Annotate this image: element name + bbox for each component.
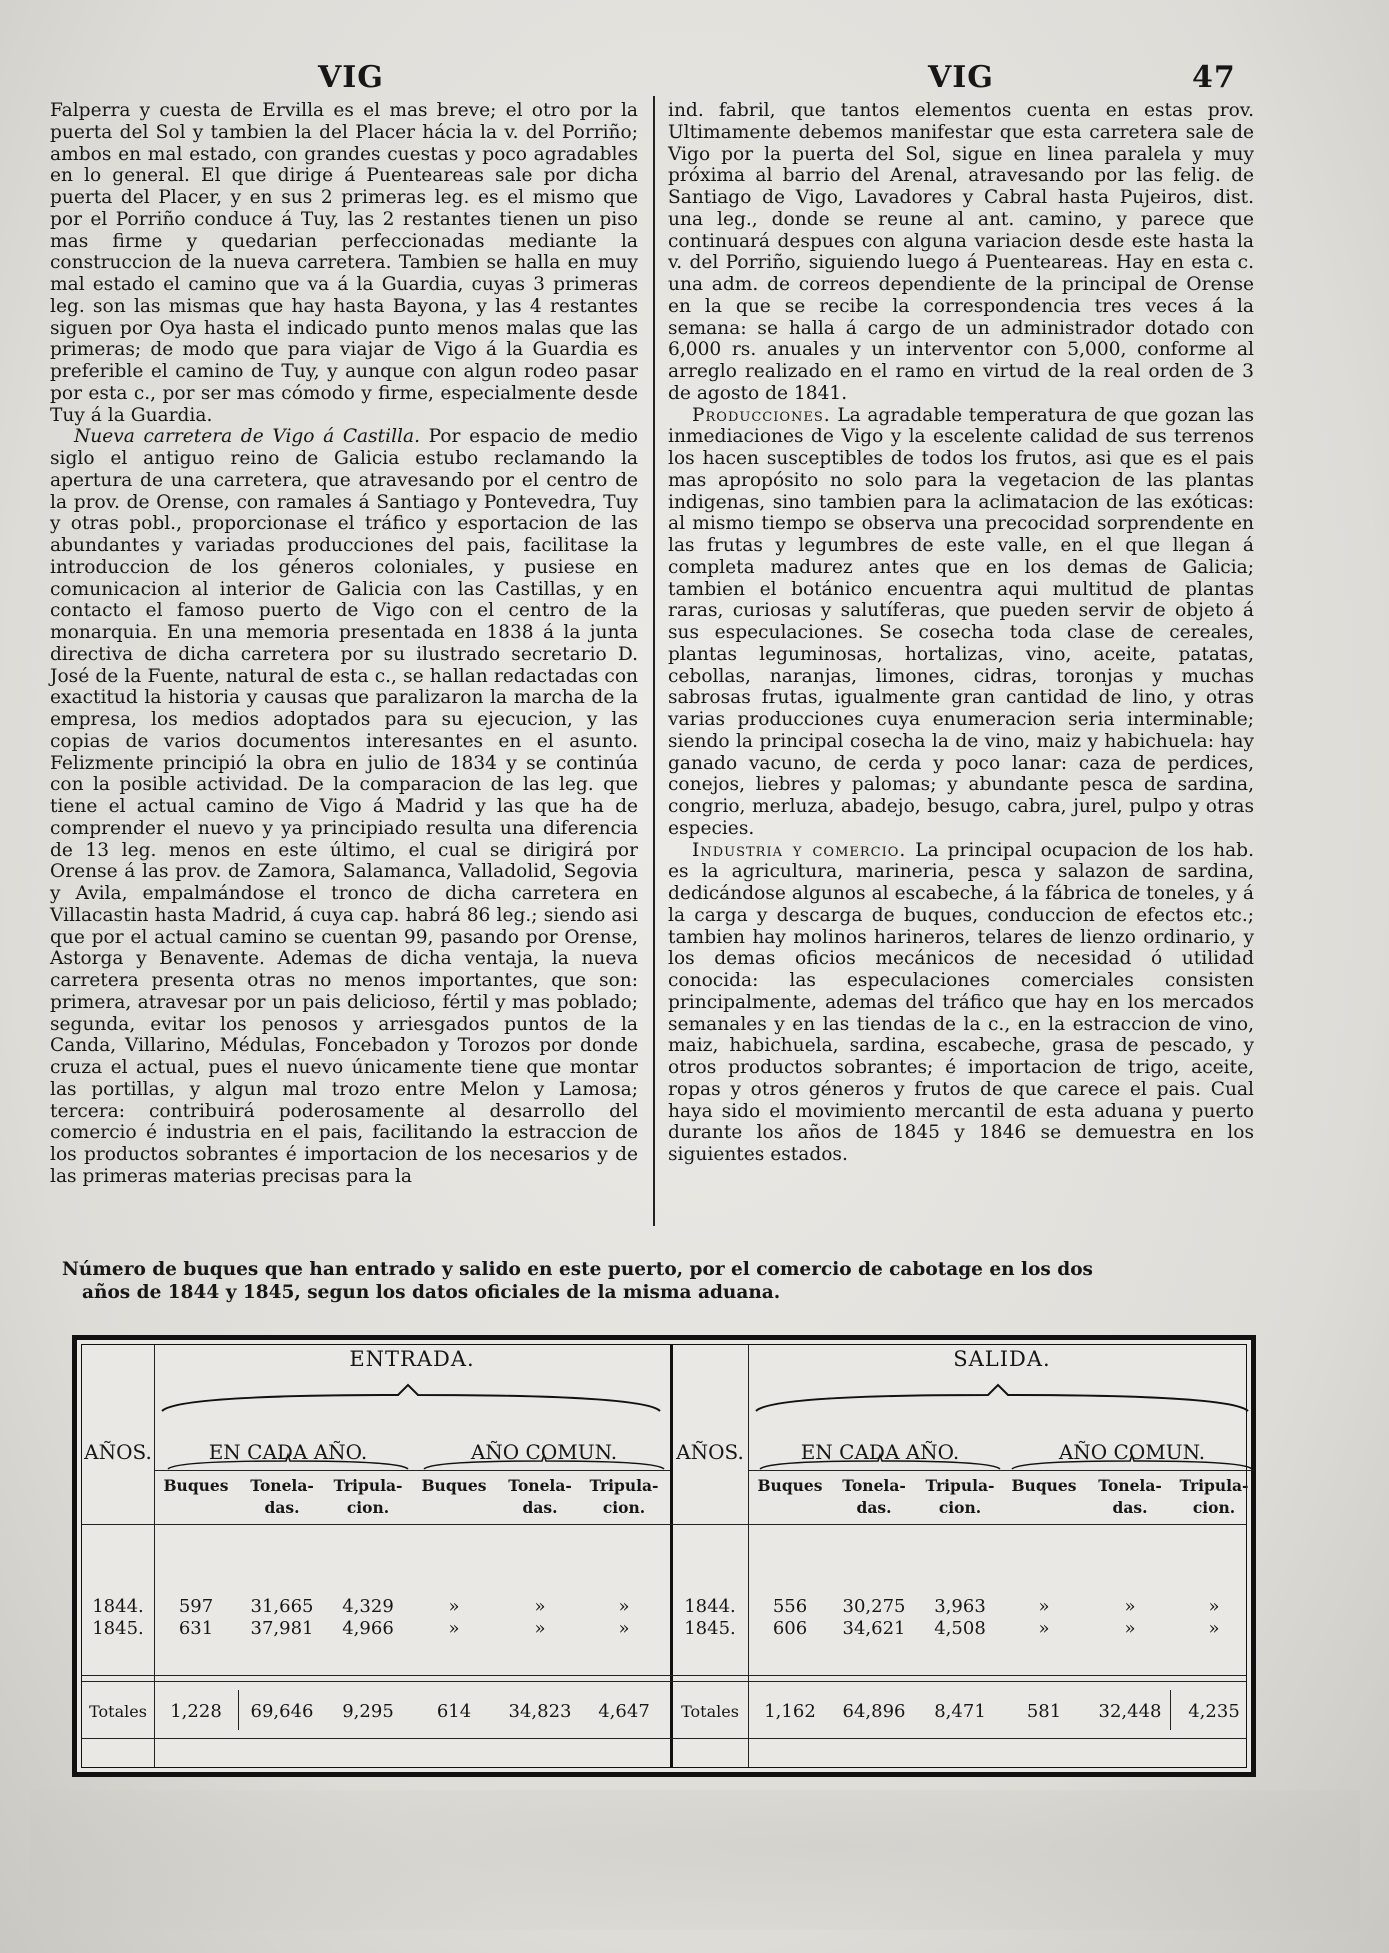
cell-value: 30,275	[842, 1596, 906, 1617]
cell-value: »	[1208, 1618, 1220, 1639]
cell-value: 606	[772, 1618, 808, 1639]
total-value: 581	[1026, 1701, 1062, 1722]
col-header-toneladas: Tonela-das.	[842, 1476, 906, 1517]
ano-comun-left: AÑO COMUN.	[470, 1440, 618, 1464]
paragraph-new-road-text: Por espacio de medio siglo el antiguo reino de Galicia estubo reclamando la apertura de una carretera, que atravesando por el centro de la prov. de Orense, con ramales á Santiago y Pontevedra, Tuy y otras pobl., proporcionase el tráfico y esportacion de las abundantes y variadas producciones del pais, facilitase la introduccion de los géneros coloniales, y pusiese en comunicacion al interior de Galicia con las Castillas, y en contacto el famoso puerto de Vigo con el centro de la monarquia. En una memoria presentada en 1838 á la junta directiva de dicha carretera por su ilustrado secretario D. José de la Fuente, natural de esta c., se hallan redactadas con exactitud la historia y causas que paralizaron la marcha de la empresa, los medios adoptados para su ejecucion, y las copias de varios documentos interesantes en el asunto. Felizmente principió la obra en julio de 1834 y se continúa con la posible actividad. De la comparacion de las leg. que tiene el actual camino de Vigo á Madrid y las que ha de comprender el nuevo y ya principiado resulta una diferencia de 13 leg. menos en este último, el cual se dirigirá por Orense á las prov. de Zamora, Salamanca, Valladolid, Segovia y Avila, empalmándose el tronco de dicha carretera en Villacastin hasta Madrid, á cuya cap. habrá 86 leg.; siendo asi que por el actual camino se cuentan 99, pasando por Orense, Astorga y Benavente. Ademas de dicha ventaja, la nueva carretera presenta otras no menos importantes, que son: primera, atravesar por un pais delicioso, fértil y mas poblado; segunda, evitar los penosos y arriesgados puntos de la Canda, Villarino, Médulas, Foncebadon y Torozos por donde cruza el actual, pues el nuevo únicamente tiene que montar las portillas, y algun mal trozo entre Melon y Lamosa; tercera: contribuirá poderosamente al desarrollo del comercio é industria en el pais, facilitando la estraccion de los productos sobrantes é importacion de los necesarios y de las primeras materias precisas para la	[50, 426, 638, 1187]
cell-value: »	[1038, 1596, 1050, 1617]
col-header-buques: Buques	[1011, 1476, 1077, 1495]
total-value: 8,471	[934, 1701, 986, 1722]
row-year: 1844.	[92, 1596, 144, 1617]
en-cada-ano-left: EN CADA AÑO.	[208, 1440, 368, 1464]
table-hline	[82, 1738, 1246, 1739]
cell-value: 37,981	[250, 1618, 314, 1639]
cell-value: »	[448, 1596, 460, 1617]
table-caption-line-1: Número de buques que han entrado y salido en este puerto, por el comercio de cabotage en los dos	[62, 1259, 1093, 1280]
total-value: 4,647	[598, 1701, 650, 1722]
right-column	[668, 100, 1254, 1166]
total-value: 32,448	[1098, 1701, 1162, 1722]
col-header-toneladas: Tonela-das.	[508, 1476, 572, 1517]
page-number: 47	[1192, 60, 1236, 95]
total-value: 9,295	[342, 1701, 394, 1722]
cell-value: 4,508	[934, 1618, 986, 1639]
totals-rule	[1170, 1690, 1171, 1730]
paragraph-industry-text: La principal ocupacion de los hab. es la agricultura, marineria, pesca y salazon de sardina, dedicándose algunos al escabeche, á la fábrica de toneles, y á la carga y descarga de buques, conduccion de efectos etc.; tambien hay molinos harineros, telares de lienzo ordinario, y los demas oficios mecánicos de necesidad ó utilidad conocida: las especulaciones comerciales consisten principalmente, ademas del tráfico que hay en los mercados semanales y en las tiendas de la c., en la estraccion de vino, maiz, habichuela, sardina, escabeche, grasa de pescado, y otros productos sobrantes; é importacion de trigo, aceite, ropas y otros géneros y frutos de que carece el pais. Cual haya sido el movimiento mercantil de esta aduana y puerto durante los años de 1845 y 1846 se demuestra en los siguientes estados.	[668, 839, 1254, 1165]
col-header-buques: Buques	[757, 1476, 823, 1495]
row-year: 1844.	[684, 1596, 736, 1617]
left-column	[50, 100, 638, 1188]
col-header-tripulacion: Tripula-cion.	[1179, 1476, 1249, 1517]
anos-header-right: AÑOS.	[676, 1440, 744, 1464]
anos-header-left: AÑOS.	[84, 1440, 152, 1464]
totals-label: Totales	[89, 1702, 147, 1721]
total-value: 69,646	[250, 1701, 314, 1722]
paragraph-continuation: ind. fabril, que tantos elementos cuenta en estas prov. Ultimamente debemos manifestar que esta carretera sale de Vigo por la puerta del Sol, sigue en linea paralela y muy próxima al barrio del Arenal, atravesando por las felig. de Santiago de Vigo, Lavadores y Cabral hasta Pujeiros, dist. una leg., donde se reune al ant. camino, y parece que continuará despues con alguna variacion desde este hasta la v. del Porriño, siguiendo luego á Puenteareas. Hay en esta c. una adm. de correos dependiente de la principal de Orense en la que se recibe la correspondencia tres veces á la semana: se halla á cargo de un administrador dotado con 6,000 rs. anuales y un interventor con 5,000, conforme al arreglo realizado en el ramo en virtud de la real orden de 3 de agosto de 1841.	[668, 100, 1254, 404]
table-caption	[62, 1258, 1258, 1304]
col-header-toneladas: Tonela-das.	[250, 1476, 314, 1517]
total-value: 4,235	[1188, 1701, 1240, 1722]
cell-value: 631	[178, 1618, 214, 1639]
paragraph-roads: Falperra y cuesta de Ervilla es el mas breve; el otro por la puerta del Sol y tambien la del Placer hácia la v. del Porriño; ambos en mal estado, con grandes cuestas y poco agradables en lo general. El que dirige á Puenteareas sale por dicha puerta del Placer, y en sus 2 primeras leg. es el mismo que por el Porriño conduce á Tuy, las 2 restantes tienen un piso mas firme y quedarian perfeccionadas mediante la construccion de la nueva carretera. Tambien se halla en muy mal estado el camino que va á la Guardia, cuyas 3 primeras leg. son las mismas que hay hasta Bayona, y las 4 restantes siguen por Oya hasta el indicado punto menos malas que las primeras; de modo que para viajar de Vigo á la Guardia es preferible el camino de Tuy, y aunque con algun rodeo pasar por esta c., por ser mas cómodo y firme, especialmente desde Tuy á la Guardia.	[50, 100, 638, 426]
total-value: 64,896	[842, 1701, 906, 1722]
col-header-toneladas: Tonela-das.	[1098, 1476, 1162, 1517]
paragraph-productions-text: La agradable temperatura de que gozan las inmediaciones de Vigo y la escelente calidad de sus terrenos los hacen susceptibles de todos los frutos, asi que es el pais mas apropósito no solo para la vegetacion de las plantas indigenas, sino tambien para la aclimatacion de las exóticas: al mismo tiempo se observa una precocidad sorprendente en las frutas y legumbres de este valle, en el que llegan á completa madurez antes que en los demas de Galicia; tambien el botánico encuentra aqui multitud de plantas raras, curiosas y salutíferas, que pueden servir de objeto á sus especulaciones. Se cosecha toda clase de cereales, plantas leguminosas, hortalizas, vino, aceite, patatas, cebollas, naranjas, limones, cidras, toronjas y muchas sabrosas frutas, igualmente gran cantidad de lino, y otras varias producciones cuya enumeracion seria interminable; siendo la principal cosecha la de vino, maiz y habichuela: hay ganado vacuno, de cerda y poco lanar: caza de perdices, conejos, liebres y palomas; y abundante pesca de sardina, congrio, merluza, abadejo, besugo, cabra, jurel, pulpo y otras especies.	[668, 404, 1254, 839]
table-caption-line-2: años de 1844 y 1845, segun los datos oficiales de la misma aduana.	[82, 1282, 781, 1303]
cell-value: »	[1124, 1596, 1136, 1617]
salida-brace	[752, 1375, 1252, 1415]
en-cada-ano-right: EN CADA AÑO.	[800, 1440, 960, 1464]
paragraph-new-road	[50, 426, 638, 1187]
section-title-industry: Industria y comercio.	[692, 839, 907, 861]
totals-label: Totales	[681, 1702, 739, 1721]
ano-comun-right: AÑO COMUN.	[1058, 1440, 1206, 1464]
table-hline	[82, 1681, 1246, 1682]
section-title-productions: Producciones.	[692, 404, 831, 426]
cell-value: 4,329	[342, 1596, 394, 1617]
shipping-table-inner	[81, 1344, 1247, 1768]
total-value: 1,162	[764, 1701, 816, 1722]
running-head-right: VIG	[928, 60, 994, 95]
cell-value: 556	[772, 1596, 808, 1617]
cell-value: 3,963	[934, 1596, 986, 1617]
row-year: 1845.	[684, 1618, 736, 1639]
paper-stain	[30, 1790, 1360, 1930]
paragraph-productions	[668, 405, 1254, 840]
column-divider	[653, 96, 655, 1226]
table-hline	[82, 1675, 1246, 1676]
col-header-tripulacion: Tripula-cion.	[589, 1476, 659, 1517]
totals-rule	[238, 1690, 239, 1730]
total-value: 1,228	[170, 1701, 222, 1722]
cell-value: 4,966	[342, 1618, 394, 1639]
col-header-buques: Buques	[163, 1476, 229, 1495]
cell-value: »	[1208, 1596, 1220, 1617]
shipping-table	[72, 1335, 1256, 1777]
cell-value: »	[618, 1596, 630, 1617]
cell-value: »	[1124, 1618, 1136, 1639]
cell-value: »	[448, 1618, 460, 1639]
cell-value: »	[534, 1596, 546, 1617]
salida-heading: SALIDA.	[953, 1347, 1051, 1371]
total-value: 614	[436, 1701, 472, 1722]
table-hline	[82, 1524, 1246, 1525]
row-year: 1845.	[92, 1618, 144, 1639]
cell-value: 31,665	[250, 1596, 314, 1617]
cell-value: 597	[178, 1596, 214, 1617]
col-header-tripulacion: Tripula-cion.	[333, 1476, 403, 1517]
section-title-new-road: Nueva carretera de Vigo á Castilla.	[74, 426, 420, 448]
col-header-tripulacion: Tripula-cion.	[925, 1476, 995, 1517]
col-header-buques: Buques	[421, 1476, 487, 1495]
paragraph-industry	[668, 840, 1254, 1166]
cell-value: »	[1038, 1618, 1050, 1639]
entrada-brace	[158, 1375, 664, 1415]
entrada-heading: ENTRADA.	[349, 1347, 475, 1371]
cell-value: »	[618, 1618, 630, 1639]
cell-value: »	[534, 1618, 546, 1639]
cell-value: 34,621	[842, 1618, 906, 1639]
running-head-left: VIG	[318, 60, 384, 95]
total-value: 34,823	[508, 1701, 572, 1722]
